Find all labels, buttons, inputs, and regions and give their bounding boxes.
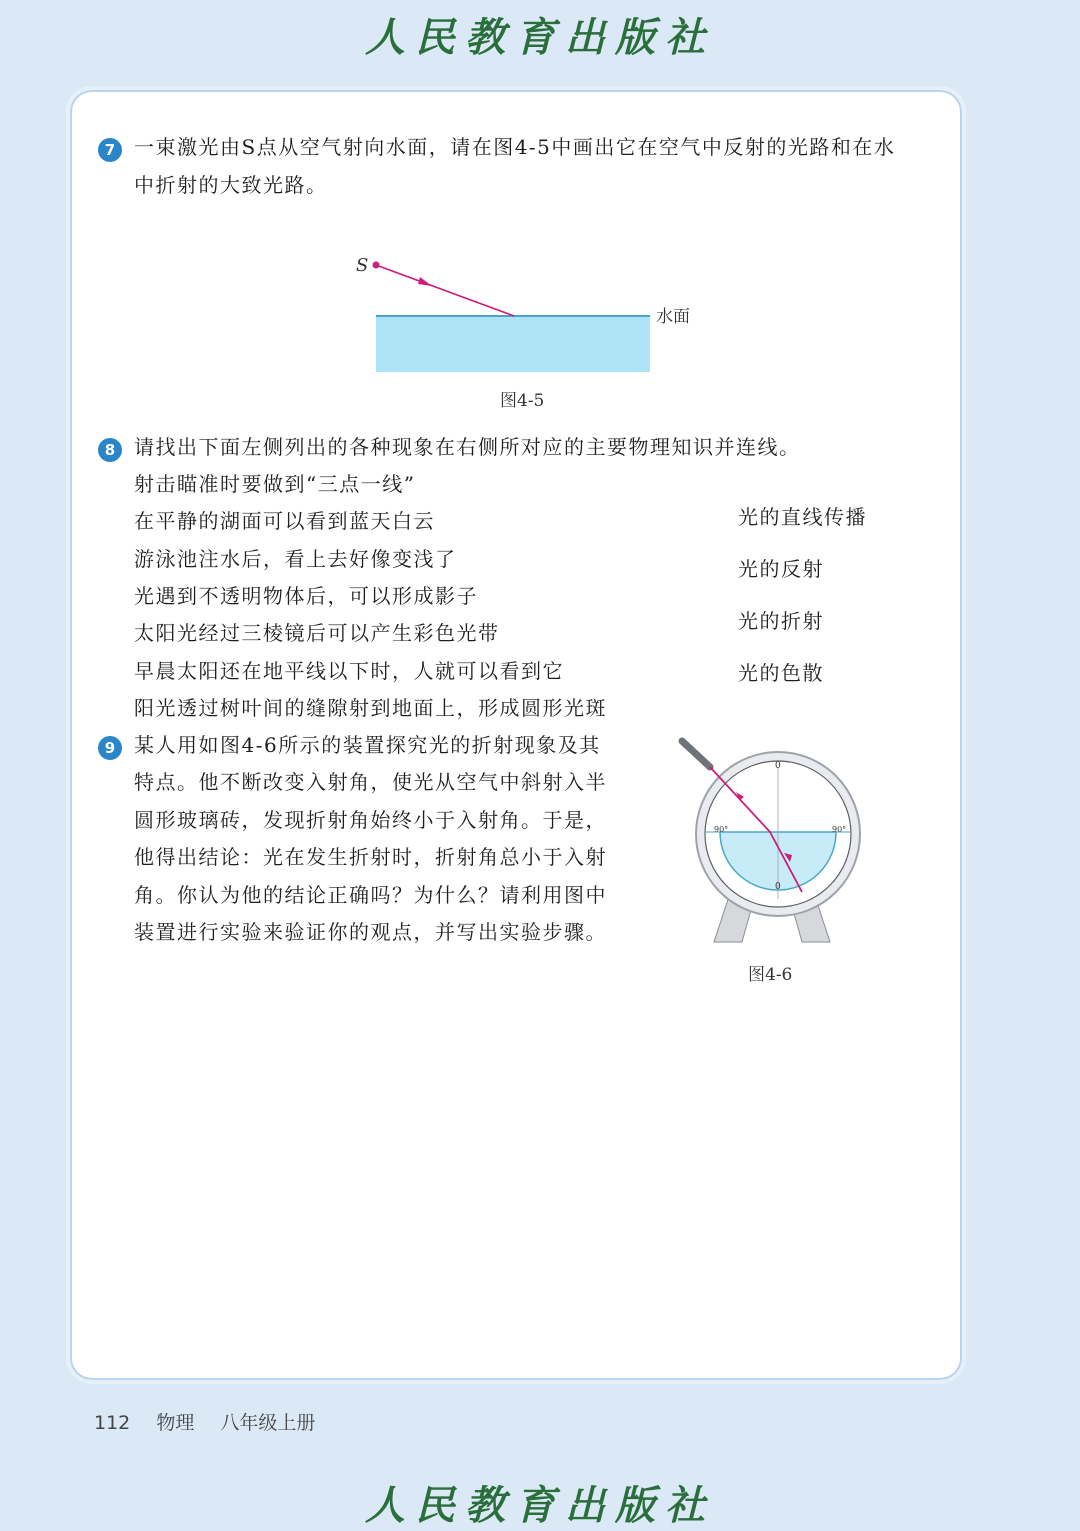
phenomenon-item: 太阳光经过三棱镜后可以产生彩色光带 [134, 621, 500, 645]
question-9-text-line: 某人用如图4-6所示的装置探究光的折射现象及其 [134, 733, 601, 757]
question-8-number: 8 [98, 438, 122, 462]
laser-pointer [682, 741, 710, 767]
question-9-text-line: 特点。他不断改变入射角，使光从空气中斜射入半 [134, 770, 607, 794]
figure-4-6-refraction-apparatus [670, 737, 870, 952]
knowledge-item: 光的反射 [738, 557, 824, 581]
content-card [70, 90, 962, 1380]
ray-arrow-icon [418, 277, 432, 286]
question-8-instruction: 请找出下面左侧列出的各种现象在右侧所对应的主要物理知识并连线。 [134, 435, 801, 459]
question-9-number: 9 [98, 736, 122, 760]
dial-tick-top: 0 [775, 761, 781, 771]
dial-tick-right: 90° [832, 825, 847, 834]
laser-ray [376, 265, 514, 316]
point-s [373, 262, 380, 269]
water-body [376, 316, 650, 372]
question-7-text-line1: 一束激光由S点从空气射向水面，请在图4-5中画出它在空气中反射的光路和在水 [134, 135, 896, 159]
dial-tick-bottom: 0 [775, 882, 781, 892]
publisher-watermark-top: 人民教育出版社 [365, 14, 715, 61]
page-number: 112 [94, 1412, 131, 1434]
question-7-number: 7 [98, 138, 122, 162]
publisher-watermark-bottom: 人民教育出版社 [365, 1482, 715, 1529]
footer-grade: 八年级上册 [220, 1412, 316, 1434]
figure-4-5-caption: 图4-5 [500, 391, 545, 411]
question-9-text-line: 装置进行实验来验证你的观点，并写出实验步骤。 [134, 920, 607, 944]
knowledge-item: 光的色散 [738, 661, 824, 685]
knowledge-item: 光的折射 [738, 609, 824, 633]
question-7-text-line2: 中折射的大致光路。 [134, 173, 328, 197]
knowledge-item: 光的直线传播 [738, 505, 867, 529]
phenomenon-item: 光遇到不透明物体后，可以形成影子 [134, 584, 478, 608]
footer-subject: 物理 [156, 1412, 195, 1434]
question-9-text-line: 他得出结论：光在发生折射时，折射角总小于入射 [134, 845, 607, 869]
question-9-text-line: 角。你认为他的结论正确吗？为什么？请利用图中 [134, 883, 607, 907]
dial-tick-left: 90° [714, 825, 729, 834]
phenomenon-item: 游泳池注水后，看上去好像变浅了 [134, 547, 457, 571]
question-9-text-line: 圆形玻璃砖，发现折射角始终小于入射角。于是， [134, 808, 607, 832]
phenomenon-item: 射击瞄准时要做到“三点一线” [134, 472, 416, 496]
figure-4-6-caption: 图4-6 [748, 965, 793, 985]
phenomenon-item: 在平静的湖面可以看到蓝天白云 [134, 509, 435, 533]
figure-4-5-label-s: S [356, 255, 369, 276]
phenomenon-item: 阳光透过树叶间的缝隙射到地面上，形成圆形光斑 [134, 696, 607, 720]
phenomenon-item: 早晨太阳还在地平线以下时，人就可以看到它 [134, 659, 564, 683]
figure-4-5-diagram [342, 247, 702, 377]
figure-4-5-label-water: 水面 [656, 307, 690, 327]
page-footer [94, 1408, 335, 1435]
